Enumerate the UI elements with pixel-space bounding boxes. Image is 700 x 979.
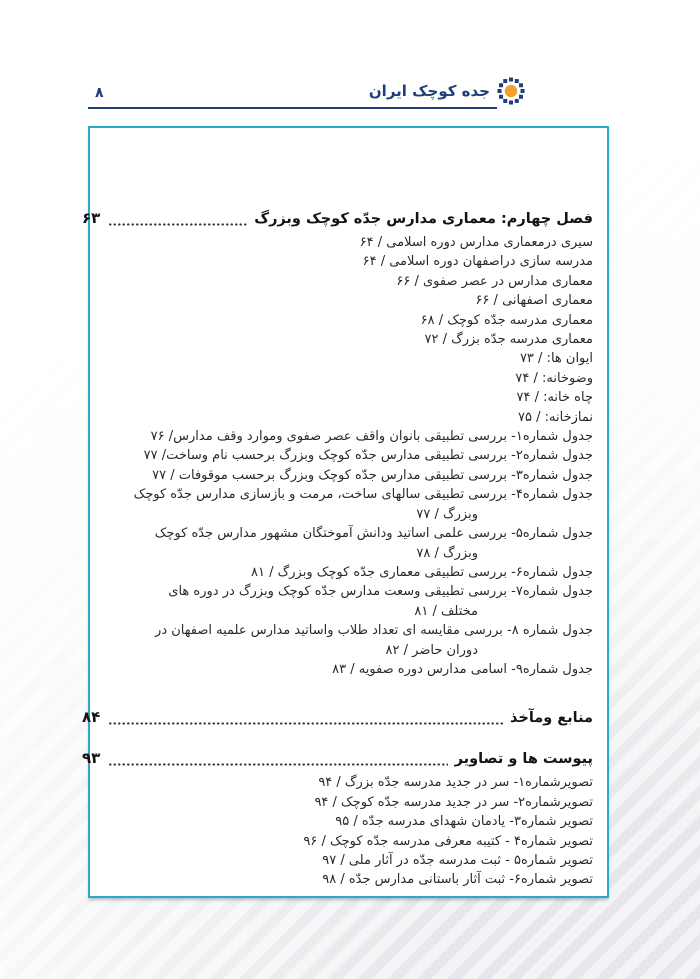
toc-heading <box>82 206 593 231</box>
header-rule <box>88 107 497 109</box>
toc-entry: وضوخانه: / ۷۴ <box>515 370 593 386</box>
toc-heading-title: منابع ومآخذ <box>510 710 593 727</box>
toc-entry: سیری درمعماری مدارس دوره اسلامی / ۶۴ <box>359 235 593 250</box>
dotted-leader <box>108 722 503 725</box>
toc-entry: جدول شماره۶- بررسی تطبیقی معماری جدّه کوچک وبزرگ / ۸۱ <box>251 564 593 580</box>
toc-entry: جدول شماره۱- بررسی تطبیقی بانوان واقف عصر صفوی وموارد وقف مدارس/ ۷۶ <box>150 429 593 445</box>
toc-section <box>82 746 593 889</box>
toc-heading <box>82 746 593 771</box>
toc-items <box>90 773 593 889</box>
dotted-leader <box>108 763 447 766</box>
toc-heading-title: فصل چهارم: معماری مدارس جدّه کوچک وبزرگ <box>254 211 593 227</box>
toc-entry: جدول شماره۵- بررسی علمی اساتید ودانش آموختگان مشهور مدارس جدّه کوچک <box>154 526 593 542</box>
toc-entry: معماری مدرسه جدّه کوچک / ۶۸ <box>420 312 593 328</box>
toc-entry: معماری اصفهانی / ۶۶ <box>475 293 593 309</box>
toc-entry: جدول شماره۴- بررسی تطبیقی سالهای ساخت، مرمت و بازسازی مدارس جدّه کوچک <box>133 487 593 503</box>
toc-entry: تصویرشماره۲- سر در جدید مدرسه جدّه کوچک / ۹۴ <box>314 794 593 810</box>
toc-section <box>82 705 593 730</box>
toc-entry: تصویر شماره۳- یادمان شهدای مدرسه جدّه / ۹۵ <box>335 814 593 830</box>
toc-heading-page-number: ۸۴ <box>82 708 101 727</box>
header-page-number: ۸ <box>95 85 104 101</box>
toc-entry: معماری مدارس در عصر صفوی / ۶۶ <box>396 273 593 289</box>
toc-entry: مدرسه سازی دراصفهان دوره اسلامی / ۶۴ <box>362 254 593 270</box>
toc-entry: جدول شماره۳- بررسی تطبیقی مدارس جدّه کوچک وبزرگ برحسب موقوفات / ۷۷ <box>152 467 593 483</box>
toc-entry: وبزرگ / ۷۷ <box>416 506 478 522</box>
header-book-title: جده کوچک ایران <box>368 82 490 100</box>
toc-entry: تصویر شماره۶- ثبت آثار باستانی مدارس جدّه / ۹۸ <box>322 872 593 888</box>
toc-entry: چاه خانه: / ۷۴ <box>516 390 593 406</box>
dotted-leader <box>108 223 247 226</box>
toc-entry: معماری مدرسه جدّه بزرگ / ۷۲ <box>424 332 593 348</box>
toc-entry: تصویرشماره۱- سر در جدید مدرسه جدّه بزرگ / ۹۴ <box>318 775 593 791</box>
toc-entry: جدول شماره۲- بررسی تطبیقی مدارس جدّه کوچک وبزرگ برحسب نام وساخت/ ۷۷ <box>143 448 593 464</box>
toc-entry: مختلف / ۸۱ <box>414 603 478 619</box>
toc-entry: جدول شماره۹- اسامی مدارس دوره صفویه / ۸۳ <box>332 661 593 677</box>
toc-heading-page-number: ۹۳ <box>82 749 101 768</box>
checkered-diamond-ornament-icon <box>497 77 525 105</box>
content-frame <box>82 126 609 898</box>
toc-section <box>82 206 593 679</box>
toc-heading <box>82 705 593 730</box>
toc-entry: جدول شماره ۸- بررسی مقایسه ای تعداد طلاب واساتید مدارس علمیه اصفهان در <box>155 623 593 639</box>
toc-entry: وبزرگ / ۷۸ <box>416 545 478 561</box>
toc-entry: تصویر شماره۴ - کتیبه معرفی مدرسه جدّه کوچک / ۹۶ <box>303 833 593 849</box>
toc-entry: تصویر شماره۵ - ثبت مدرسه جدّه در آثار ملی / ۹۷ <box>322 852 593 868</box>
toc-heading-page-number: ۶۳ <box>82 209 101 227</box>
toc-heading-title: پیوست ها و تصاویر <box>454 751 593 768</box>
toc-entry: دوران حاضر / ۸۲ <box>385 642 478 658</box>
toc-items <box>90 233 593 679</box>
toc-entry: نمازخانه: / ۷۵ <box>518 409 593 425</box>
toc <box>82 206 593 890</box>
toc-entry: جدول شماره۷- بررسی تطبیقی وسعت مدارس جدّه کوچک وبزرگ در دوره های <box>168 584 593 600</box>
toc-entry: ایوان ها: / ۷۳ <box>519 351 593 367</box>
